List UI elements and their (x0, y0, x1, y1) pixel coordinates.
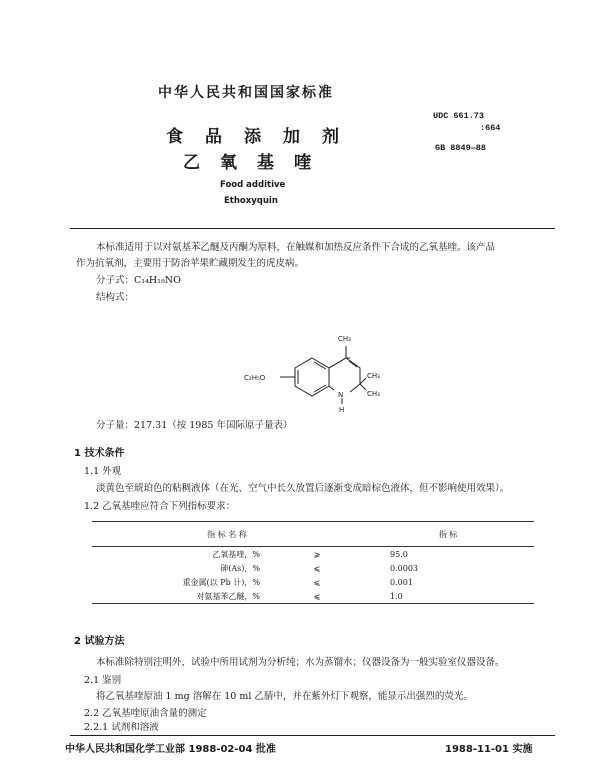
molecular-weight: 分子量：217.31（按 1985 年国际原子量表） (96, 420, 293, 431)
doc-title-line1: 食品添加剂 (166, 127, 361, 147)
benzene-ring (295, 358, 329, 396)
row-name: 乙氧基喹，% (212, 549, 260, 559)
structural-formula-label: 结构式： (96, 292, 135, 303)
section-2-intro: 本标准除特别注明外，试验中所用试剂为分析纯；水为蒸馏水；仪器设备为一般实验室仪器设备。 (96, 657, 505, 668)
table-header-row (92, 522, 534, 547)
section-2-1-title: 2.1 鉴别 (84, 675, 122, 686)
row-value: 95.0 (390, 549, 408, 559)
section-2-2-title: 2.2 乙氧基喹原油含量的测定 (84, 708, 207, 719)
table-row (92, 589, 534, 604)
header-divider (70, 228, 555, 229)
row-operator: ⩾ (313, 549, 321, 559)
row-value: 0.0003 (390, 563, 418, 573)
nitrogen-label: N (338, 391, 344, 399)
udc-subcode: :664 (480, 123, 501, 133)
section-1-1-title: 1.1 外观 (84, 466, 122, 477)
hydrogen-label: H (339, 406, 345, 414)
footer-divider (70, 735, 555, 736)
row-operator: ⩽ (313, 577, 321, 587)
ethoxy-label: C₂H₅O (244, 374, 266, 382)
header-value: 指 标 (362, 522, 534, 547)
row-name: 对氨基苯乙醚，% (92, 589, 272, 604)
row-name: 重金属(以 Pb 计)，% (182, 577, 260, 587)
ch3-top-label: CH₃ (338, 335, 351, 343)
row-value: 0.001 (390, 577, 413, 587)
spec-table (92, 521, 534, 604)
section-1-2-title: 1.2 乙氧基喹应符合下列指标要求： (84, 501, 236, 512)
intro-paragraph-line1: 本标准适用于以对氨基苯乙醚及丙酮为原料，在触媒和加热反应条件下合成的乙氧基喹。该产品 (96, 242, 496, 253)
table-row (92, 547, 534, 562)
row-value: 1.0 (362, 589, 534, 604)
section-2-1-text: 将乙氧基喹原油 1 mg 溶解在 10 ml 乙腈中，并在紫外灯下观察，能显示出强烈的荧光。 (96, 691, 473, 702)
gb-number: GB 8849—88 (435, 143, 487, 153)
header-name: 指 标 名 称 (92, 522, 362, 547)
doc-title-line2: 乙氧基喹 (183, 153, 331, 173)
row-name: 砷(As)，% (220, 563, 260, 573)
standard-title: 中华人民共和国国家标准 (158, 85, 334, 101)
row-operator: ⩽ (272, 589, 362, 604)
ring-bond (329, 358, 346, 368)
intro-paragraph-line2: 作为抗氧剂，主要用于防治苹果贮藏期发生的虎皮病。 (76, 258, 305, 269)
english-title-line1: Food additive (220, 180, 286, 190)
section-2-title: 2 试验方法 (74, 636, 125, 647)
ch3-right-upper-label: CH₃ (367, 372, 380, 380)
udc-code: UDC 661.73 (433, 111, 485, 121)
section-1-1-text: 淡黄色至琥珀色的粘稠液体（在光、空气中长久放置后逐渐变成暗棕色液体，但不影响使用效果）。 (96, 483, 510, 494)
row-operator: ⩽ (313, 563, 321, 573)
table-row (92, 561, 534, 575)
table-row (92, 575, 534, 589)
implementation-date: 1988-11-01 实施 (445, 744, 533, 755)
molecular-formula: 分子式：C₁₄H₁₉NO (96, 275, 181, 286)
section-1-title: 1 技术条件 (74, 448, 125, 459)
english-title-line2: Ethoxyquin (224, 196, 278, 206)
ch3-right-lower-label: CH₃ (367, 390, 380, 398)
ethoxyquin-structure-diagram (230, 328, 380, 418)
approval-line: 中华人民共和国化学工业部 1988-02-04 批准 (65, 744, 276, 755)
section-2-2-1-title: 2.2.1 试剂和溶液 (84, 722, 159, 733)
